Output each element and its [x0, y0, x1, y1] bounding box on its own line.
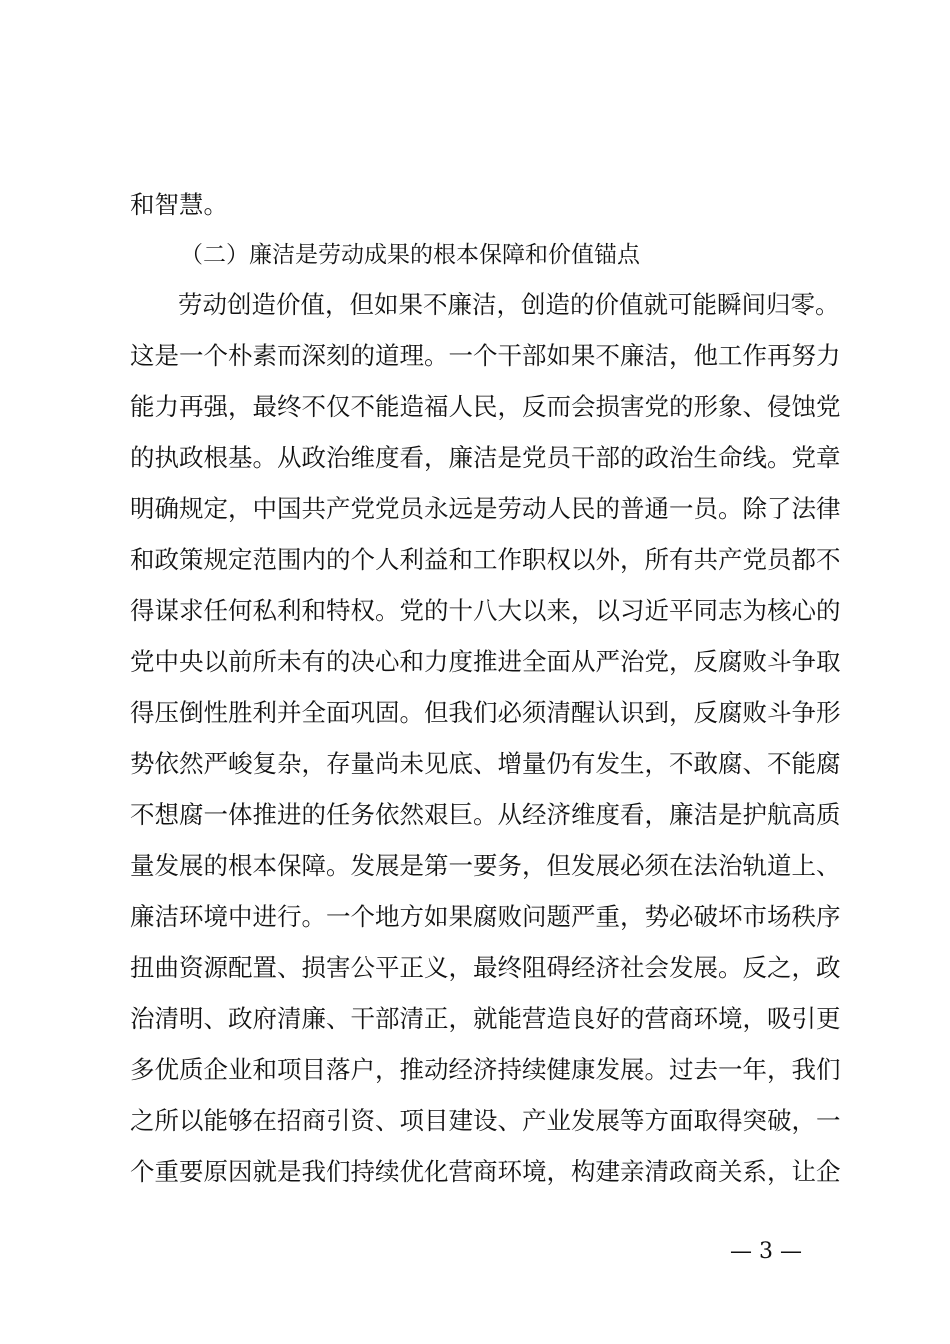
- text-line-9: 得谋求任何私利和特权。党的十八大以来，以习近平同志为核心的: [130, 596, 841, 625]
- text-line-14: 量发展的根本保障。发展是第一要务，但发展必须在法治轨道上、: [130, 851, 841, 880]
- text-line-16: 扭曲资源配置、损害公平正义，最终阻碍经济社会发展。反之，政: [130, 953, 841, 982]
- text-line-4: 这是一个朴素而深刻的道理。一个干部如果不廉洁，他工作再努力: [130, 341, 841, 370]
- text-line-5: 能力再强，最终不仅不能造福人民，反而会损害党的形象、侵蚀党: [130, 392, 841, 421]
- text-line-8: 和政策规定范围内的个人利益和工作职权以外，所有共产党员都不: [130, 545, 841, 574]
- text-line-15: 廉洁环境中进行。一个地方如果腐败问题严重，势必破坏市场秩序: [130, 902, 841, 931]
- text-line-13: 不想腐一体推进的任务依然艰巨。从经济维度看，廉洁是护航高质: [130, 800, 841, 829]
- text-line-17: 治清明、政府清廉、干部清正，就能营造良好的营商环境，吸引更: [130, 1004, 841, 1033]
- section-heading: （二）廉洁是劳动成果的根本保障和价值锚点: [180, 242, 640, 268]
- text-line-10: 党中央以前所未有的决心和力度推进全面从严治党，反腐败斗争取: [130, 647, 841, 676]
- text-line-19: 之所以能够在招商引资、项目建设、产业发展等方面取得突破，一: [130, 1106, 841, 1135]
- text-line-7: 明确规定，中国共产党党员永远是劳动人民的普通一员。除了法律: [130, 494, 841, 523]
- text-line-3: 劳动创造价值，但如果不廉洁，创造的价值就可能瞬间归零。: [178, 290, 840, 319]
- text-line-20: 个重要原因就是我们持续优化营商环境，构建亲清政商关系，让企: [130, 1157, 841, 1186]
- text-line-11: 得压倒性胜利并全面巩固。但我们必须清醒认识到，反腐败斗争形: [130, 698, 841, 727]
- text-line-18: 多优质企业和项目落户，推动经济持续健康发展。过去一年，我们: [130, 1055, 841, 1084]
- text-line-1: 和智慧。: [130, 190, 228, 219]
- page-number: — 3 —: [730, 1239, 802, 1264]
- text-line-12: 势依然严峻复杂，存量尚未见底、增量仍有发生，不敢腐、不能腐: [130, 749, 841, 778]
- text-line-6: 的执政根基。从政治维度看，廉洁是党员干部的政治生命线。党章: [130, 443, 841, 472]
